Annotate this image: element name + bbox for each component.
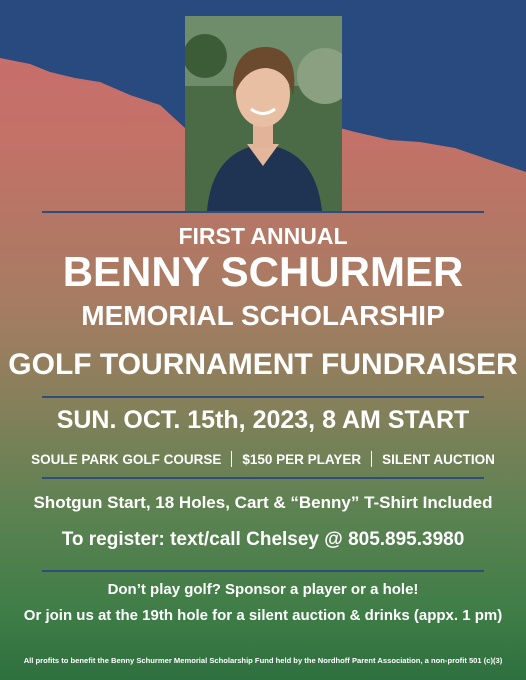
auction-label: SILENT AUCTION (382, 451, 495, 467)
fundraiser-heading: GOLF TOURNAMENT FUNDRAISER (8, 348, 518, 381)
divider-middle (42, 396, 484, 398)
honoree-name-heading: BENNY SCHURMER (62, 248, 464, 295)
separator (371, 451, 372, 467)
price-label: $150 PER PLAYER (242, 451, 362, 467)
register-text: To register: text/call Chelsey @ 805.895.3980 (61, 529, 465, 550)
footer-note: All profits to benefit the Benny Schurmer Memorial Scholarship Fund held by the Nordhoff Parent Association, a non-profit 501 (c)(3) (23, 656, 503, 665)
event-date: SUN. OCT. 15th, 2023, 8 AM START (56, 406, 470, 434)
portrait-photo (185, 16, 342, 211)
divider-details (42, 477, 484, 479)
divider-lower (42, 570, 484, 572)
scholarship-heading: MEMORIAL SCHOLARSHIP (81, 300, 445, 331)
join-text: Or join us at the 19th hole for a silent auction & drinks (appx. 1 pm) (23, 607, 503, 624)
event-details (0, 448, 526, 470)
first-annual-heading: FIRST ANNUAL (178, 223, 348, 249)
sponsor-text: Don’t play golf? Sponsor a player or a hole! (107, 581, 419, 598)
includes-text: Shotgun Start, 18 Holes, Cart & “Benny” T-Shirt Included (33, 493, 493, 512)
separator (231, 451, 232, 467)
venue-label: SOULE PARK GOLF COURSE (31, 451, 222, 467)
divider-top (42, 211, 484, 213)
